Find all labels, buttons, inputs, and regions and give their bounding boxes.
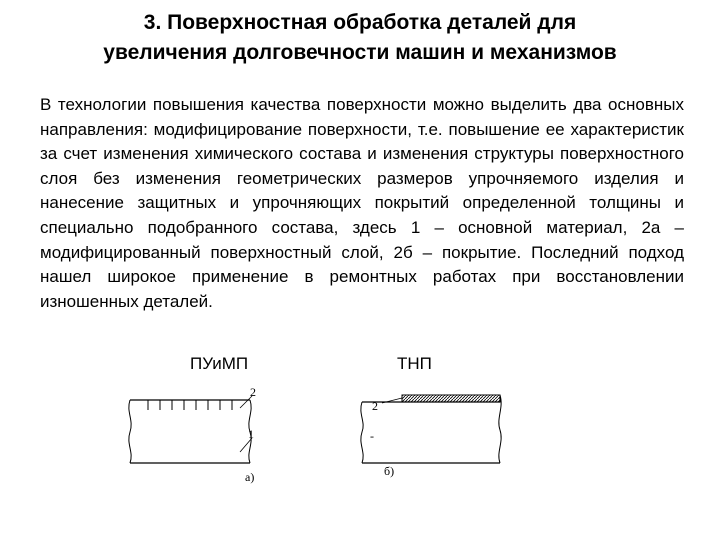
right-break-line-left xyxy=(361,402,363,463)
right-label-1: - xyxy=(370,429,374,443)
left-modified-layer-ticks xyxy=(148,400,232,410)
left-break-line-left xyxy=(129,400,131,463)
title-line-2: увеличения долговечности машин и механизмов xyxy=(103,41,617,64)
left-label-1: 1 xyxy=(248,427,254,441)
left-sub-label: а) xyxy=(245,470,255,484)
right-sub-label: б) xyxy=(384,464,395,478)
figure-left-caption: ПУиМП xyxy=(190,354,249,373)
figure-right-caption: ТНП xyxy=(397,354,432,373)
figure-left xyxy=(129,385,256,484)
figure-right xyxy=(361,395,501,478)
right-label-2: 2 xyxy=(372,399,378,413)
right-break-line-right xyxy=(499,395,501,463)
right-coating-layer xyxy=(402,395,500,402)
left-label-2: 2 xyxy=(250,385,256,399)
title-line-1: 3. Поверхностная обработка деталей для xyxy=(143,11,577,34)
body-paragraph: В технологии повышения качества поверхности можно выделить два основных направления: модифицирование поверхности, т.е. повышение ее характеристик за счет изменения химического состава и изменения структуры поверхностного слоя без изменения геометрических размеров упрочняемого изделия и нанесение защитных и упрочняющих покрытий определенной толщины и специально подобранного состава, здесь 1 – основной материал, 2а – модифицированный поверхностный слой, 2б – покрытие. Последний подход нашел широкое применение в ремонтных работах при восстановлении изношенных деталей. xyxy=(40,95,684,311)
